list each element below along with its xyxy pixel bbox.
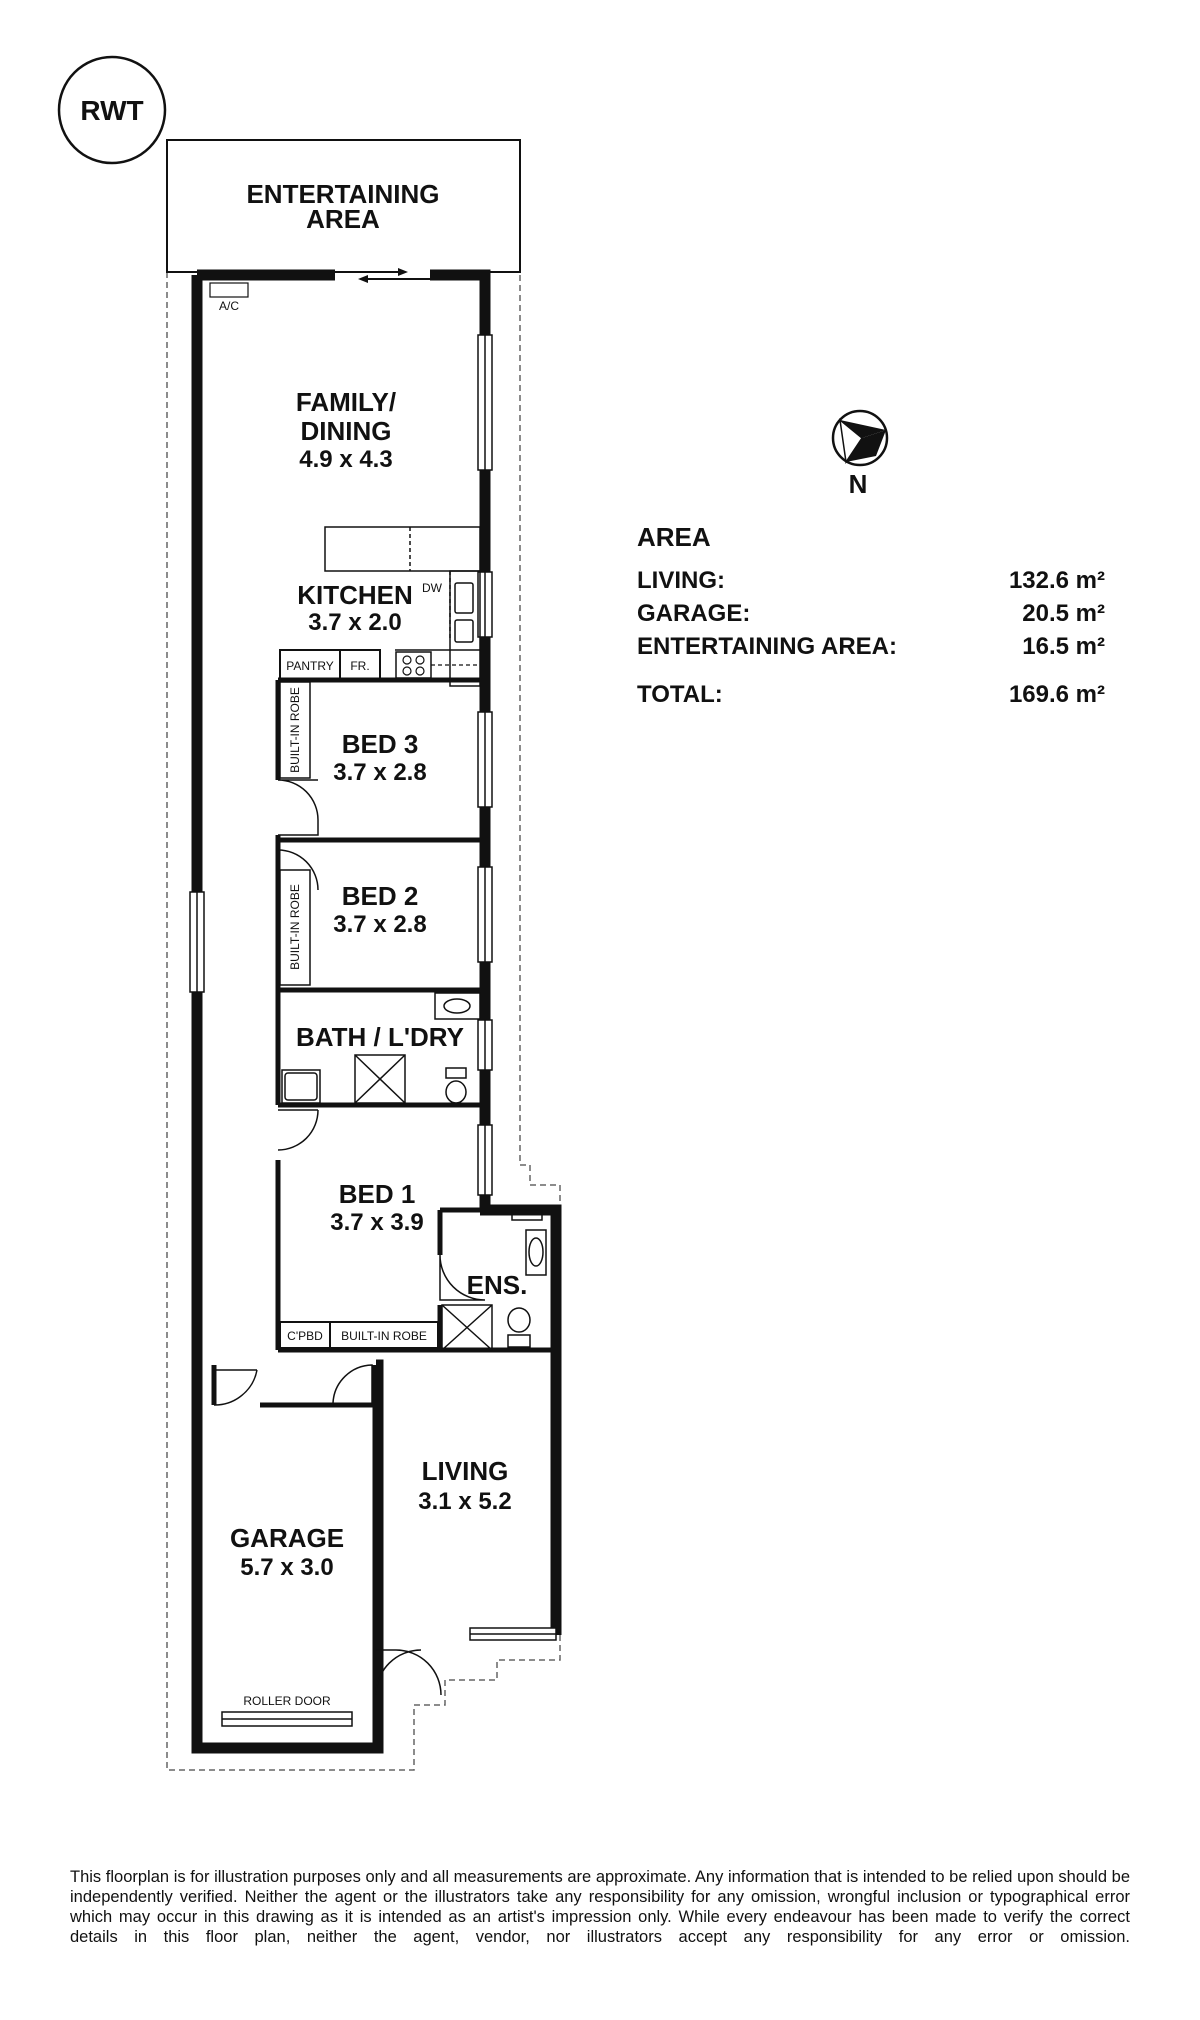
- pantry-label: PANTRY: [286, 659, 334, 673]
- logo-text: RWT: [80, 95, 144, 126]
- family-line1: FAMILY/: [295, 387, 397, 417]
- garage-name: GARAGE: [229, 1523, 345, 1553]
- living-name: LIVING: [421, 1456, 509, 1486]
- area-row-label-0: LIVING:: [637, 567, 725, 594]
- area-row-value-1: 20.5 m²: [1022, 600, 1105, 627]
- kitchen-name: KITCHEN: [297, 580, 413, 610]
- disclaimer-text: This floorplan is for illustration purposes only and all measurements are approximate. Any information that is intended to be relied upon should be independently verified. Neither the agent or the illustrators take any responsibility for any omission, wrongful inclusion or typographical error which may occur in this drawing as it is intended as an artist's impression only. While every endeavour has been made to verify the correct details in this floor plan, neither the agent, vendor, nor illustrators accept any responsibility for any error or omission.: [70, 1867, 1130, 1946]
- bath-name: BATH / L'DRY: [296, 1022, 464, 1052]
- compass-label: N: [848, 469, 868, 499]
- bed1-robe-label: BUILT-IN ROBE: [341, 1329, 427, 1343]
- ac-label: A/C: [218, 299, 240, 313]
- robe-label-bed3: BUILT-IN ROBE: [288, 687, 302, 773]
- garage-dims: 5.7 x 3.0: [240, 1554, 334, 1581]
- area-row-value-0: 132.6 m²: [1008, 567, 1105, 594]
- dw-label: DW: [422, 581, 442, 595]
- bed3-name: BED 3: [341, 729, 419, 759]
- area-title: AREA: [637, 522, 711, 552]
- north-compass-icon: [833, 411, 887, 465]
- bed3-dims: 3.7 x 2.8: [333, 759, 427, 786]
- entertaining-area: [167, 140, 520, 272]
- area-total-value: 169.6 m²: [1008, 681, 1105, 708]
- ens-name: ENS.: [466, 1270, 528, 1300]
- area-row-label-2: ENTERTAINING AREA:: [637, 633, 897, 660]
- bed2-dims: 3.7 x 2.8: [333, 911, 427, 938]
- area-total-label: TOTAL:: [637, 681, 723, 708]
- robe-label-bed2: BUILT-IN ROBE: [288, 884, 302, 970]
- roller-door: [222, 1712, 352, 1726]
- area-row-value-2: 16.5 m²: [1022, 633, 1105, 660]
- bed2-name: BED 2: [341, 881, 419, 911]
- site-boundary: [167, 272, 560, 1770]
- window-left: [190, 892, 204, 992]
- area-table: [637, 522, 1105, 708]
- roller-door-label: ROLLER DOOR: [243, 1694, 331, 1708]
- entertaining-label-1: ENTERTAINING: [246, 179, 440, 209]
- sliding-door: [335, 268, 430, 283]
- family-dims: 4.9 x 4.3: [299, 446, 393, 473]
- cpbd-label: C'PBD: [287, 1329, 323, 1343]
- logo-badge: [59, 57, 165, 163]
- entertaining-label-2: AREA: [306, 204, 380, 234]
- kitchen-dims: 3.7 x 2.0: [308, 609, 402, 636]
- bed1-name: BED 1: [338, 1179, 416, 1209]
- living-window: [470, 1628, 556, 1640]
- ac-unit: [210, 283, 248, 313]
- windows-right: [478, 335, 492, 1195]
- area-row-label-1: GARAGE:: [637, 600, 751, 627]
- family-line2: DINING: [300, 416, 392, 446]
- living-dims: 3.1 x 5.2: [418, 1488, 512, 1515]
- fridge-label: FR.: [350, 659, 370, 673]
- bed1-dims: 3.7 x 3.9: [330, 1209, 424, 1236]
